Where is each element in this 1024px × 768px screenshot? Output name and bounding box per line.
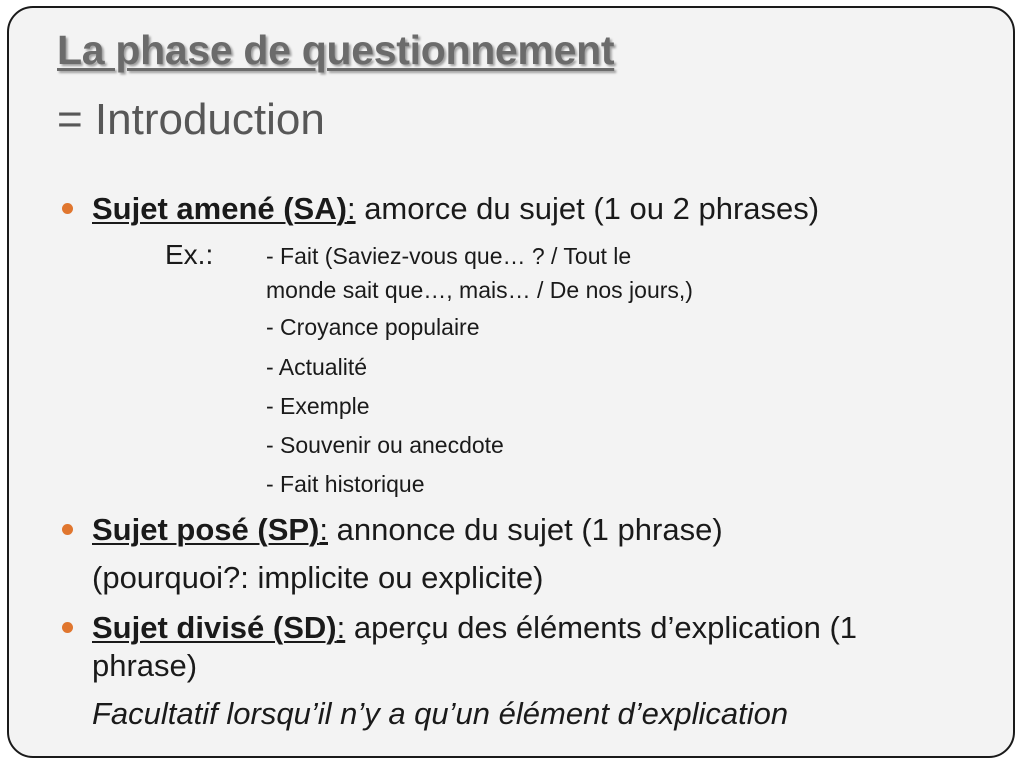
example-item: - Actualité: [266, 354, 367, 380]
section-sd-continuation: phrase): [92, 648, 198, 683]
section-sd-text: aperçu des éléments d’explication (1: [345, 610, 858, 645]
example-item: - Exemple: [266, 393, 370, 419]
section-sd-term: Sujet divisé (SD): [92, 610, 337, 645]
section-sp-line: [92, 514, 723, 545]
section-sp-continuation: (pourquoi?: implicite ou explicite): [92, 560, 544, 595]
section-sp-text: annonce du sujet (1 phrase): [328, 512, 723, 547]
slide-subtitle: = Introduction: [57, 95, 325, 144]
section-sp-term: Sujet posé (SP): [92, 512, 320, 547]
section-sa-line: [92, 193, 819, 224]
section-sa-term: Sujet amené (SA): [92, 191, 347, 226]
section-sa-colon: :: [346, 191, 356, 226]
section-sd-colon: :: [336, 610, 346, 645]
bullet-sd-icon: [62, 622, 73, 633]
bullet-sa-icon: [62, 203, 73, 214]
section-sd-note: Facultatif lorsqu’il n’y a qu’un élément d’explication: [92, 696, 789, 731]
section-sd-line: [92, 612, 857, 643]
section-sa-text: amorce du sujet (1 ou 2 phrases): [355, 191, 820, 226]
example-item: monde sait que…, mais… / De nos jours,): [266, 277, 693, 303]
example-item: - Croyance populaire: [266, 314, 480, 340]
example-item: - Fait historique: [266, 471, 425, 497]
bullet-sp-icon: [62, 524, 73, 535]
slide-title: La phase de questionnement: [57, 27, 615, 73]
examples-label: Ex.:: [165, 239, 214, 270]
example-item: - Fait (Saviez-vous que… ? / Tout le: [266, 243, 632, 269]
section-sp-colon: :: [319, 512, 328, 547]
example-item: - Souvenir ou anecdote: [266, 432, 504, 458]
